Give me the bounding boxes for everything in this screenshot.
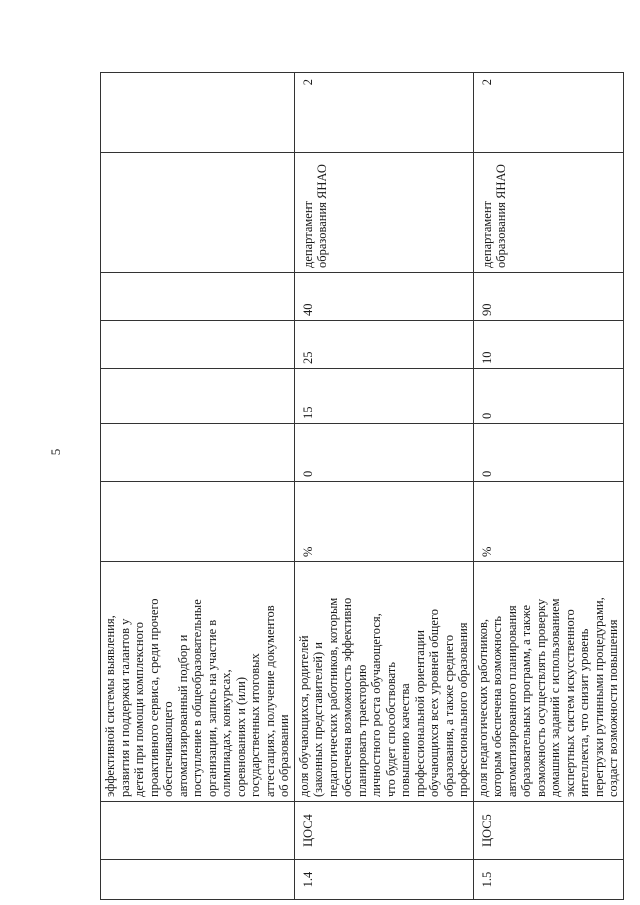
name-line: повышению качества	[398, 683, 412, 797]
value-cell	[101, 424, 295, 482]
rotated-table-container	[100, 73, 620, 900]
value-cell	[101, 273, 295, 321]
indicator-name-cell	[101, 562, 295, 802]
name-line: обеспечена возможность эффективно	[340, 597, 354, 797]
name-line: развития и поддержки талантов у	[117, 618, 132, 797]
row-number-cell	[101, 860, 295, 900]
name-line: эффективной системы выявления,	[103, 615, 117, 797]
name-line: организации, запись на участие в	[204, 619, 219, 797]
name-line: олимпиадах, конкурсах,	[219, 669, 233, 797]
name-line: образования, а также среднего	[441, 634, 456, 797]
name-line: создаст возможности повышения	[606, 619, 620, 797]
row-number-cell: 1.5	[473, 860, 623, 900]
value-cell	[101, 369, 295, 424]
unit-cell: %	[473, 482, 623, 562]
indicator-name-cell	[294, 562, 473, 802]
name-line: что будет способствовать	[383, 662, 398, 797]
name-line: обеспечивающего	[161, 701, 175, 797]
indicator-code-cell	[101, 802, 295, 860]
name-line: которым обеспечена возможность	[490, 615, 504, 797]
table-row	[473, 73, 623, 900]
name-line: (законных представителей) и	[311, 642, 325, 797]
responsible-cell	[101, 153, 295, 273]
value-cell: 40	[294, 273, 473, 321]
indicators-table	[100, 72, 624, 900]
name-line: образовательных программ, а также	[519, 604, 533, 797]
table-row	[101, 73, 295, 900]
name-line: автоматизированный подбор и	[175, 634, 190, 797]
value-cell: 15	[294, 369, 473, 424]
name-line: профессиональной ориентации	[412, 630, 427, 797]
responsible-cell: департамент образования ЯНАО	[294, 153, 473, 273]
value-cell: 10	[473, 321, 623, 369]
name-line: проактивного сервиса, среди прочего	[146, 598, 161, 797]
page-number: 5	[48, 448, 63, 456]
value-cell: 0	[294, 424, 473, 482]
name-line: домашних заданий с использованием	[548, 598, 562, 797]
value-cell: 90	[473, 273, 623, 321]
name-line: детей при помощи комплексного	[132, 622, 146, 797]
name-line: интеллекта, что снизит уровень	[577, 628, 591, 797]
unit-cell	[101, 482, 295, 562]
last-column-cell	[101, 73, 295, 153]
value-cell: 25	[294, 321, 473, 369]
name-line: об образовании	[277, 714, 291, 797]
name-line: профессионального образования	[456, 622, 470, 797]
unit-cell: %	[294, 482, 473, 562]
name-line: соревнованиях и (или)	[233, 677, 248, 797]
name-line: поступление в общеобразовательные	[190, 599, 204, 797]
value-cell: 0	[473, 424, 623, 482]
value-cell: 0	[473, 369, 623, 424]
last-column-cell: 2	[294, 73, 473, 153]
name-line: обучающихся всех уровней общего	[427, 608, 441, 797]
indicator-name-cell	[473, 562, 623, 802]
name-line: возможность осуществлять проверку	[533, 598, 548, 797]
value-cell	[101, 321, 295, 369]
name-line: государственных итоговых	[248, 653, 262, 797]
name-line: аттестациях, получение документов	[262, 605, 277, 797]
name-line: планировать траекторию	[354, 664, 369, 797]
name-line: доля обучающихся, родителей	[296, 635, 311, 797]
responsible-cell: департамент образования ЯНАО	[473, 153, 623, 273]
name-line: автоматизированного планирования	[504, 605, 519, 797]
name-line: личностного роста обучающегося,	[369, 613, 383, 797]
indicator-code-cell: ЦОС4	[294, 802, 473, 860]
name-line: экспертных систем искусственного	[562, 609, 577, 797]
name-line: педагогических работников, которым	[325, 597, 340, 797]
row-number-cell: 1.4	[294, 860, 473, 900]
table-row	[294, 73, 473, 900]
indicator-code-cell: ЦОС5	[473, 802, 623, 860]
last-column-cell: 2	[473, 73, 623, 153]
name-line: перегрузки рутинными процедурами,	[591, 597, 606, 797]
name-line: доля педагогических работников,	[475, 618, 490, 797]
